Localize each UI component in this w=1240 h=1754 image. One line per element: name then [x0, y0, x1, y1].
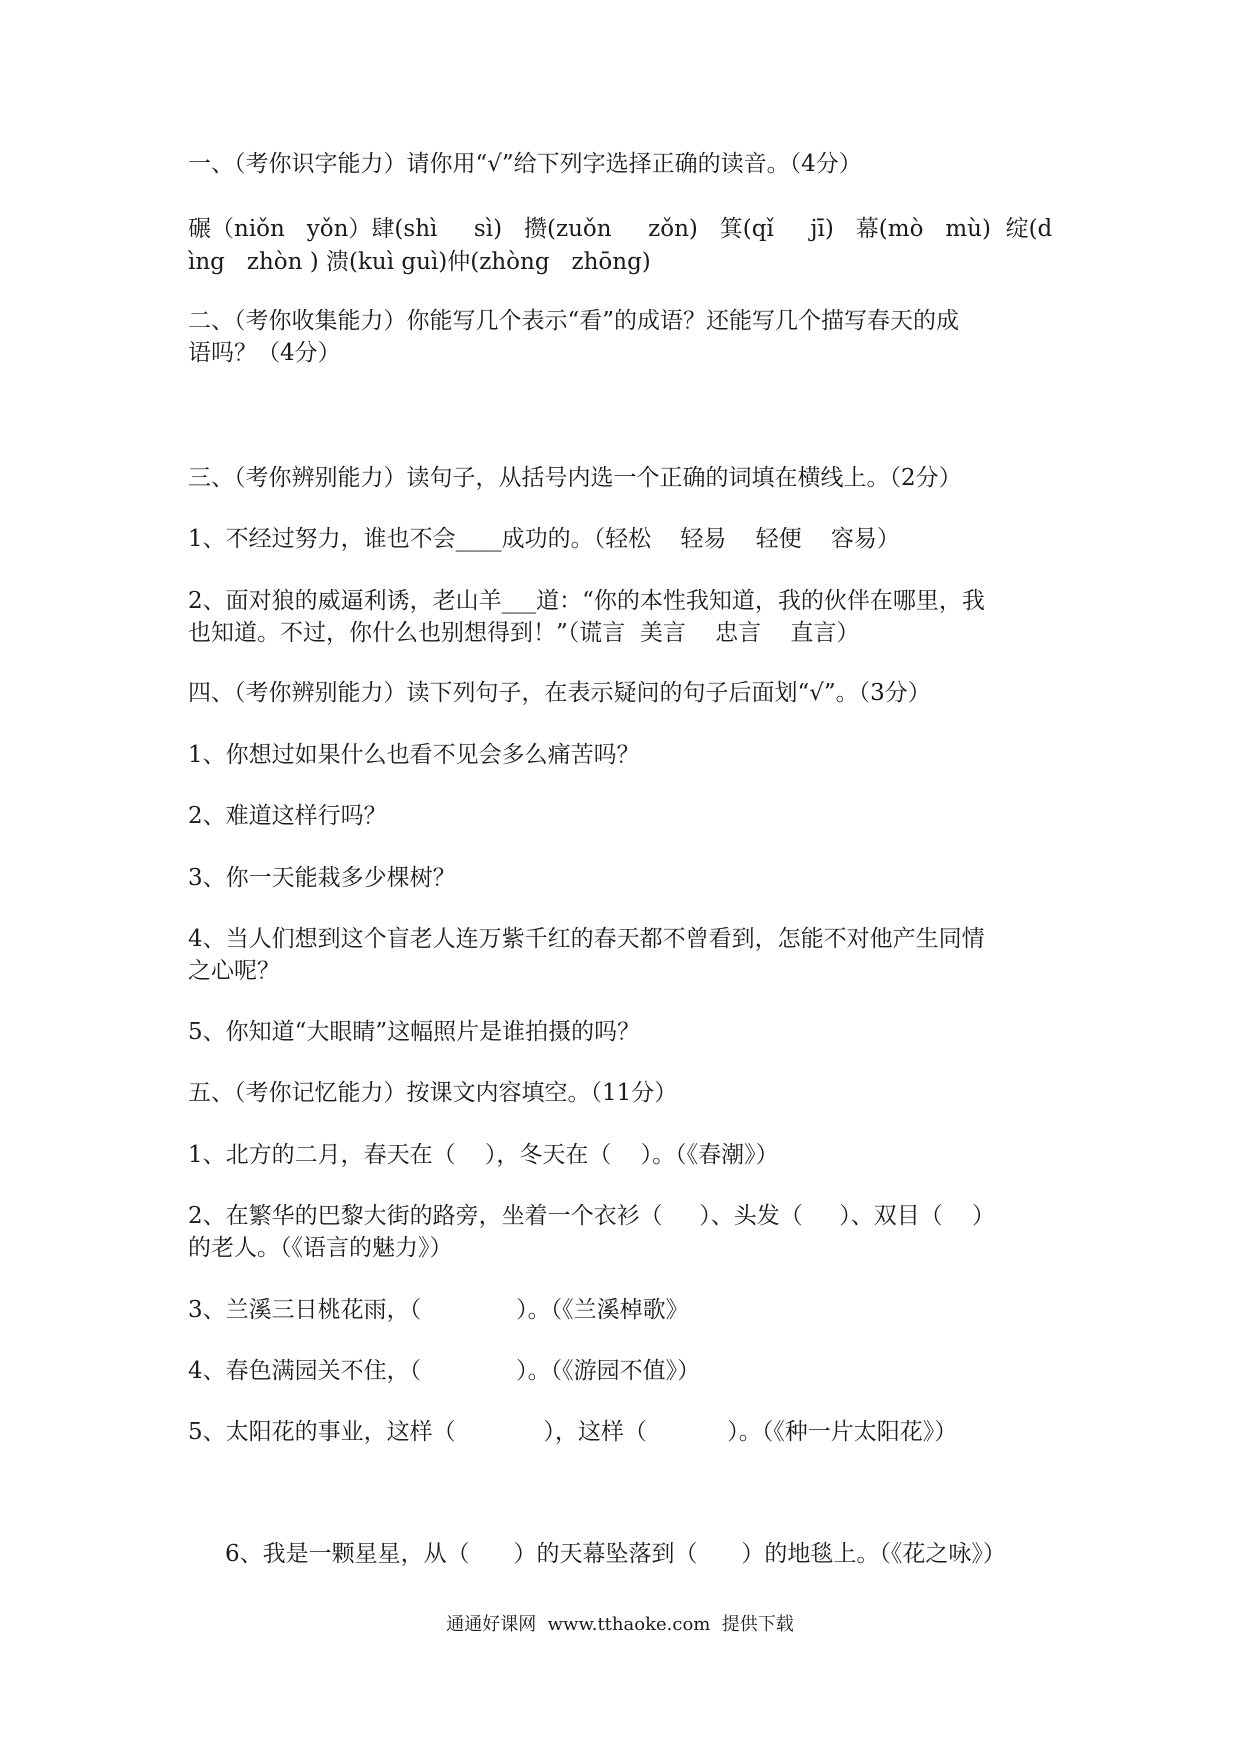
q1-pinyin-line-2: ìng zhòn ) 溃(kuì guì)仲(zhòng zhōng): [188, 249, 651, 275]
q4-item-1: 1、你想过如果什么也看不见会多么痛苦吗？: [188, 742, 640, 768]
q3-heading: 三、（考你辨别能力）读句子，从括号内选一个正确的词填在横线上。（2分）: [188, 465, 962, 491]
q3-item-2-line-2: 也知道。不过，你什么也别想得到！”（谎言 美言 忠言 直言）: [188, 620, 860, 646]
q4-item-5: 5、你知道“大眼睛”这幅照片是谁拍摄的吗？: [188, 1019, 641, 1045]
q4-item-4-line-1: 4、当人们想到这个盲老人连万紫千红的春天都不曾看到，怎能不对他产生同情: [188, 926, 985, 952]
q5-item-2-line-2: 的老人。（《语言的魅力》）: [188, 1235, 453, 1261]
q3-item-1: 1、不经过努力，谁也不会____成功的。（轻松 轻易 轻便 容易）: [188, 526, 900, 552]
q1-heading: 一、（考你识字能力）请你用“√”给下列字选择正确的读音。（4分）: [188, 151, 862, 177]
q4-item-4-line-2: 之心呢？: [188, 958, 280, 984]
q2-heading-line-2: 语吗？（4分）: [188, 340, 341, 366]
q4-item-3: 3、你一天能栽多少棵树？: [188, 865, 456, 891]
q5-item-6: 6、我是一颗星星，从（ ）的天幕坠落到（ ）的地毯上。（《花之咏》）: [225, 1541, 1006, 1567]
q3-item-2-line-1: 2、面对狼的威逼利诱，老山羊___道：“你的本性我知道，我的伙伴在哪里，我: [188, 588, 985, 614]
footer-credit: 通通好课网 www.tthaoke.com 提供下载: [446, 1614, 794, 1635]
q5-item-4: 4、春色满园关不住，（ ）。（《游园不值》）: [188, 1358, 701, 1384]
q5-item-1: 1、北方的二月，春天在（ ），冬天在（ ）。（《春潮》）: [188, 1142, 779, 1168]
q2-heading-line-1: 二、（考你收集能力）你能写几个表示“看”的成语？还能写几个描写春天的成: [188, 308, 960, 334]
q5-item-3: 3、兰溪三日桃花雨，（ ）。（《兰溪棹歌》: [188, 1297, 689, 1323]
q5-item-5: 5、太阳花的事业，这样（ ），这样（ ）。（《种一片太阳花》）: [188, 1419, 958, 1445]
q4-item-2: 2、难道这样行吗？: [188, 803, 387, 829]
q5-item-2-line-1: 2、在繁华的巴黎大街的路旁，坐着一个衣衫（ ）、头发（ ）、双目（ ）: [188, 1203, 995, 1229]
q5-heading: 五、（考你记忆能力）按课文内容填空。（11分）: [188, 1080, 678, 1106]
q1-pinyin-line-1: 碾（niǒn yǒn）肆(shì sì) 攒(zuǒn zǒn) 箕(qǐ jī) 幕(mò mù) 绽(d: [188, 216, 1053, 242]
q4-heading: 四、（考你辨别能力）读下列句子，在表示疑问的句子后面划“√”。（3分）: [188, 680, 931, 706]
